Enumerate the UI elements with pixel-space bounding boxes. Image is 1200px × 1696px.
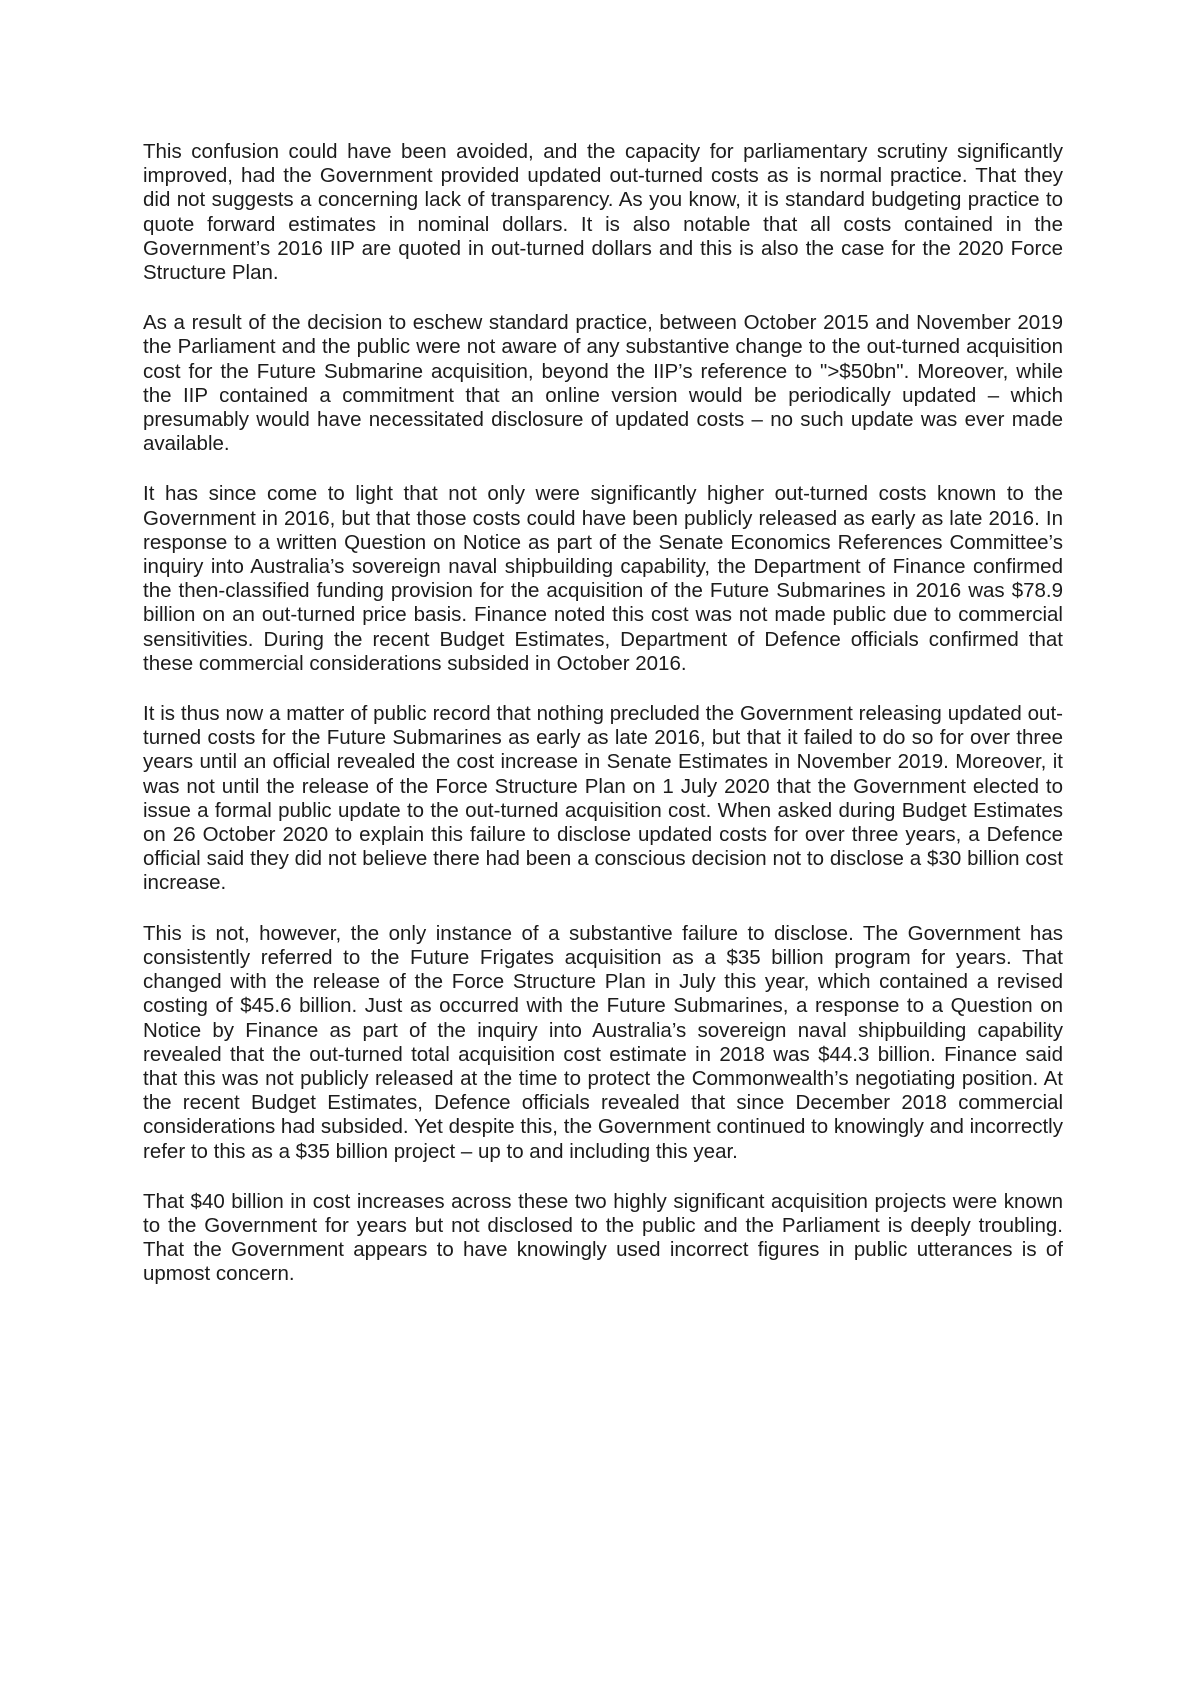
paragraph-3: It has since come to light that not only were significantly higher out-turned costs known to the Government in 2016, but that those costs could have been publicly released as early as late 2016. In response to a written Question on Notice as part of the Senate Economics References Committee’s inquiry into Australia’s sovereign naval shipbuilding capability, the Department of Finance confirmed the then-classified funding provision for the acquisition of the Future Submarines in 2016 was $78.9 billion on an out-turned price basis. Finance noted this cost was not made public due to commercial sensitivities. During the recent Budget Estimates, Department of Defence officials confirmed that these commercial considerations subsided in October 2016. xyxy=(143,482,1063,675)
paragraph-4: It is thus now a matter of public record that nothing precluded the Government releasing updated out-turned costs for the Future Submarines as early as late 2016, but that it failed to do so for over three years until an official revealed the cost increase in Senate Estimates in November 2019. Moreover, it was not until the release of the Force Structure Plan on 1 July 2020 that the Government elected to issue a formal public update to the out-turned acquisition cost. When asked during Budget Estimates on 26 October 2020 to explain this failure to disclose updated costs for over three years, a Defence official said they did not believe there had been a conscious decision not to disclose a $30 billion cost increase. xyxy=(143,702,1063,895)
paragraph-1: This confusion could have been avoided, and the capacity for parliamentary scrutiny significantly improved, had the Government provided updated out-turned costs as is normal practice. That they did not suggests a concerning lack of transparency. As you know, it is standard budgeting practice to quote forward estimates in nominal dollars. It is also notable that all costs contained in the Government’s 2016 IIP are quoted in out-turned dollars and this is also the case for the 2020 Force Structure Plan. xyxy=(143,140,1063,285)
document-page xyxy=(143,140,1063,1313)
paragraph-5: This is not, however, the only instance of a substantive failure to disclose. The Government has consistently referred to the Future Frigates acquisition as a $35 billion program for years. That changed with the release of the Force Structure Plan in July this year, which contained a revised costing of $45.6 billion. Just as occurred with the Future Submarines, a response to a Question on Notice by Finance as part of the inquiry into Australia’s sovereign naval shipbuilding capability revealed that the out-turned total acquisition cost estimate in 2018 was $44.3 billion. Finance said that this was not publicly released at the time to protect the Commonwealth’s negotiating position. At the recent Budget Estimates, Defence officials revealed that since December 2018 commercial considerations had subsided. Yet despite this, the Government continued to knowingly and incorrectly refer to this as a $35 billion project – up to and including this year. xyxy=(143,921,1063,1163)
paragraph-6: That $40 billion in cost increases across these two highly significant acquisition projects were known to the Government for years but not disclosed to the public and the Parliament is deeply troubling. That the Government appears to have knowingly used incorrect figures in public utterances is of upmost concern. xyxy=(143,1189,1063,1286)
paragraph-2: As a result of the decision to eschew standard practice, between October 2015 and November 2019 the Parliament and the public were not aware of any substantive change to the out-turned acquisition cost for the Future Submarine acquisition, beyond the IIP’s reference to ">$50bn". Moreover, while the IIP contained a commitment that an online version would be periodically updated – which presumably would have necessitated disclosure of updated costs – no such update was ever made available. xyxy=(143,311,1063,456)
